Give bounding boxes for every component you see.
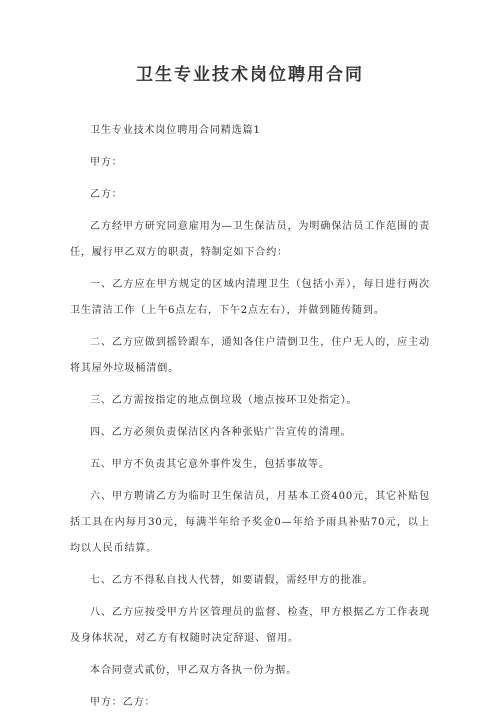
signature-line: 甲方：乙方： [90,697,156,708]
clause-6: 六、甲方聘请乙方为临时卫生保洁员，月基本工资400元，其它补贴包括工具在内每月30元，每满半年给予奖金0—年给予雨具补贴70元，以上均以人民币结算。 [70,491,430,554]
section-heading: 卫生专业技术岗位聘用合同精选篇1 [90,125,261,136]
party-a-label: 甲方： [90,157,123,168]
copies-statement: 本合同壹式贰份，甲乙双方各执一份为据。 [90,665,298,676]
document-title: 卫生专业技术岗位聘用合同 [136,65,364,85]
clause-1: 一、乙方应在甲方规定的区域内清理卫生（包括小弄），每日进行两次卫生清洁工作（上午6点左右，下午2点左右），并做到随传随到。 [70,279,430,316]
clause-5: 五、甲方不负责其它意外事件发生，包括事故等。 [90,459,330,470]
clause-7: 七、乙方不得私自找人代替，如要请假，需经甲方的批准。 [90,575,374,586]
party-b-label: 乙方： [90,189,123,200]
document-body [70,118,430,722]
clause-3: 三、乙方需按指定的地点倒垃圾（地点按环卫处指定）。 [90,395,358,406]
clause-8: 八、乙方应按受甲方片区管理员的监督、检查，甲方根据乙方工作表现及身体状况，对乙方有权随时决定辞退、留用。 [70,607,430,644]
contract-intro-paragraph: 乙方经甲方研究同意雇用为—卫生保洁员，为明确保洁员工作范围的责任，履行甲乙双方的职责，特制定如下合约： [70,221,430,258]
clause-4: 四、乙方必须负责保洁区内各种张贴广告宣传的清理。 [90,427,352,438]
clause-2: 二、乙方应做到摇铃跟车，通知各住户清倒卫生，住户无人的，应主动将其屋外垃圾桶清倒。 [70,337,430,374]
